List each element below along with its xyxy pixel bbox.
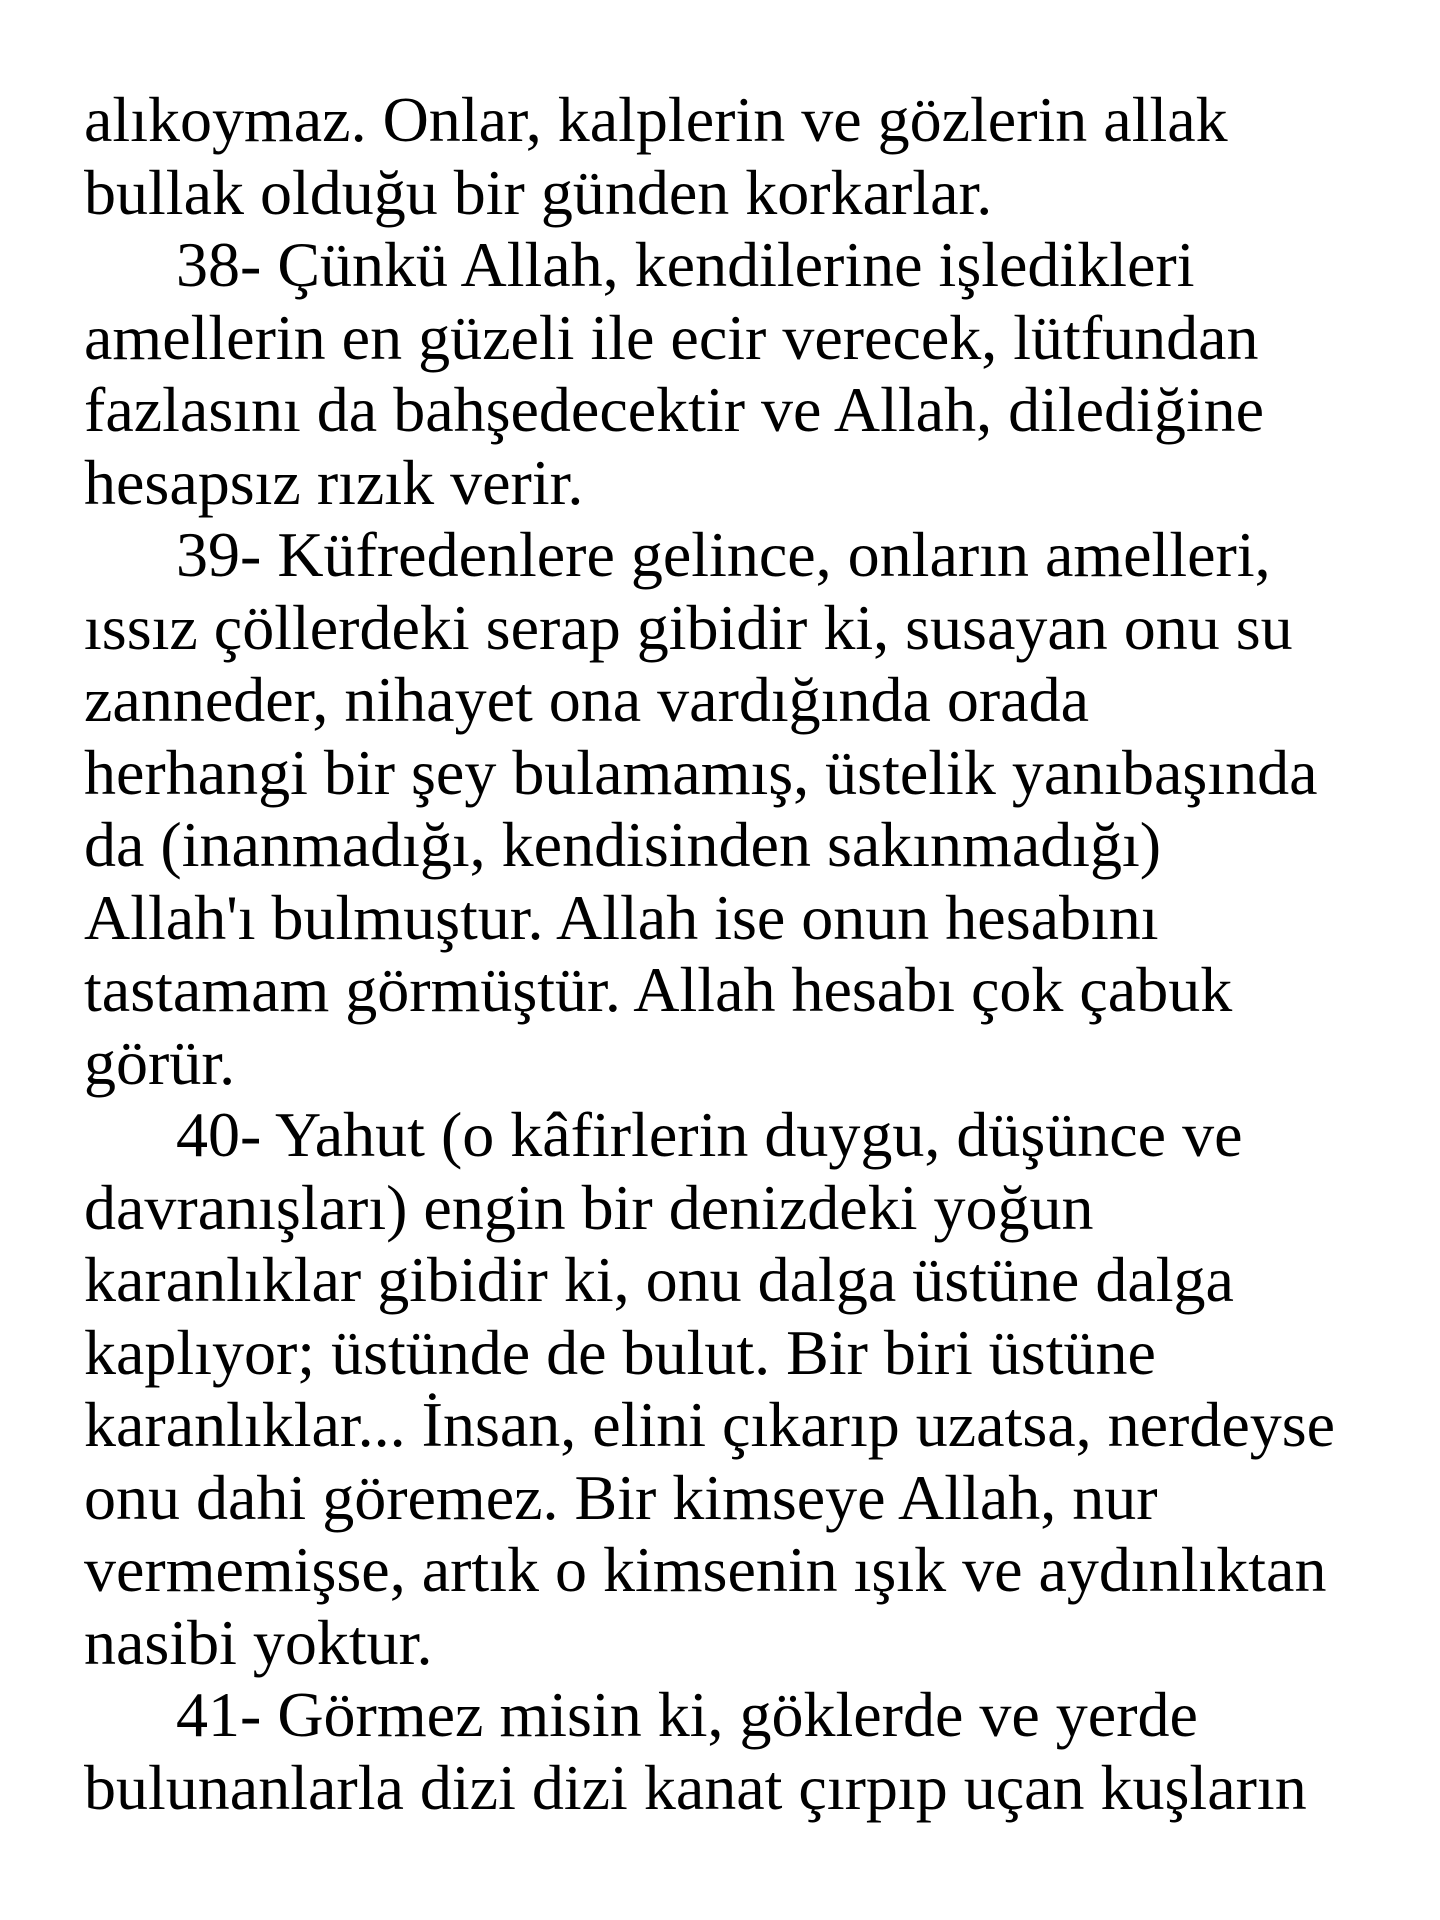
text-line: bullak olduğu bir günden korkarlar.	[84, 156, 993, 228]
text-line: ıssız çöllerdeki serap gibidir ki, susayan onu su	[84, 591, 1293, 663]
text-line: herhangi bir şey bulamamış, üstelik yanıbaşında	[84, 736, 1318, 808]
text-line: hesapsız rızık verir.	[84, 446, 584, 518]
text-line: nasibi yoktur.	[84, 1606, 433, 1678]
verse-38-start: 38- Çünkü Allah, kendilerine işledikleri	[176, 229, 1195, 300]
text-line: karanlıklar gibidir ki, onu dalga üstüne dalga	[84, 1244, 1234, 1315]
text-line: alıkoymaz. Onlar, kalplerin ve gözlerin allak	[84, 84, 1228, 155]
text-line: kaplıyor; üstünde de bulut. Bir biri üstüne	[84, 1316, 1156, 1388]
text-line: davranışları) engin bir denizdeki yoğun	[84, 1171, 1094, 1243]
text-line: onu dahi göremez. Bir kimseye Allah, nur	[84, 1461, 1158, 1533]
verse-41-start: 41- Görmez misin ki, göklerde ve yerde	[176, 1679, 1198, 1750]
text-line: vermemişse, artık o kimsenin ışık ve aydınlıktan	[84, 1534, 1327, 1605]
text-line: amellerin en güzeli ile ecir verecek, lütfundan	[84, 301, 1259, 373]
text-line: bulunanlarla dizi dizi kanat çırpıp uçan kuşların	[84, 1751, 1307, 1823]
text-line: karanlıklar... İnsan, elini çıkarıp uzatsa, nerdeyse	[84, 1389, 1336, 1460]
verse-39-start: 39- Küfredenlere gelince, onların amelleri,	[176, 519, 1271, 590]
text-line: zanneder, nihayet ona vardığında orada	[84, 664, 1089, 735]
verse-40-start: 40- Yahut (o kâfirlerin duygu, düşünce ve	[176, 1099, 1243, 1170]
text-line: Allah'ı bulmuştur. Allah ise onun hesabını	[84, 881, 1159, 953]
text-line: fazlasını da bahşedecektir ve Allah, dilediğine	[84, 374, 1264, 445]
text-line: da (inanmadığı, kendisinden sakınmadığı)	[84, 809, 1162, 880]
text-line: görür.	[84, 1026, 236, 1098]
text-line: tastamam görmüştür. Allah hesabı çok çabuk	[84, 954, 1233, 1025]
body-text	[84, 84, 1404, 1824]
